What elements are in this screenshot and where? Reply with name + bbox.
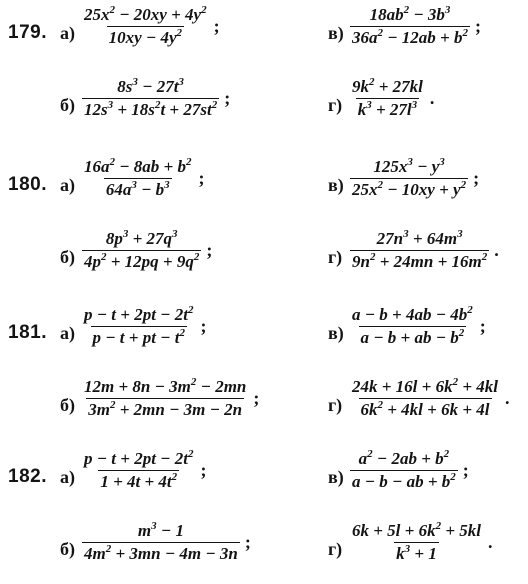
fraction bbox=[82, 304, 195, 349]
problem-number: 180. bbox=[8, 174, 47, 195]
denominator: $36a^2 - 12ab + b^2$ bbox=[352, 27, 468, 47]
fraction bbox=[350, 304, 475, 349]
fraction bbox=[82, 228, 201, 273]
denominator: a − b − ab + $b^2$ bbox=[352, 471, 456, 491]
item-label: б) bbox=[60, 95, 75, 115]
problem-number: 181. bbox=[8, 322, 47, 343]
fraction bbox=[350, 156, 468, 201]
problem-number: 179. bbox=[8, 22, 47, 43]
denominator: $3m^2 + 2mn - 3m - 2n$ bbox=[88, 399, 243, 419]
denominator: a − b + ab − $b^2$ bbox=[360, 327, 465, 347]
item-label: б) bbox=[60, 247, 75, 267]
fraction-expression bbox=[350, 156, 479, 201]
fraction-expression bbox=[82, 304, 206, 349]
numerator: $9k^2 + 27kl$ bbox=[352, 76, 423, 96]
denominator: $25x^2 - 10xy + y^2$ bbox=[352, 179, 467, 199]
item-label: а) bbox=[60, 175, 75, 195]
punctuation: ; bbox=[473, 168, 480, 188]
fraction-expression bbox=[82, 76, 230, 121]
fraction bbox=[82, 376, 248, 421]
numerator: $27n^3 + 64m^3$ bbox=[376, 228, 463, 248]
item-label: г) bbox=[328, 95, 343, 115]
item-label: в) bbox=[328, 23, 344, 43]
numerator: $12m + 8n - 3m^2 - 2mn$ bbox=[84, 376, 247, 396]
fraction-expression bbox=[350, 520, 493, 565]
fraction-expression bbox=[350, 4, 481, 49]
denominator: $64a^3 - b^3$ bbox=[105, 179, 170, 199]
fraction bbox=[82, 76, 219, 121]
numerator: $24k + 16l + 6k^2 + 4kl$ bbox=[352, 376, 499, 396]
punctuation: ; bbox=[462, 460, 469, 480]
punctuation: ; bbox=[475, 16, 481, 36]
numerator: $6k + 5l + 6k^2 + 5kl$ bbox=[352, 520, 482, 540]
punctuation: . bbox=[505, 388, 510, 408]
denominator: $12s^3 + 18s^2t + 27st^2$ bbox=[84, 99, 218, 119]
fraction bbox=[82, 520, 240, 565]
fraction-expression bbox=[82, 448, 206, 493]
denominator: $4p^2 + 12pq + 9q^2$ bbox=[84, 251, 200, 271]
punctuation: ; bbox=[253, 388, 260, 408]
fraction-expression bbox=[82, 520, 251, 565]
fraction bbox=[82, 156, 194, 201]
punctuation: ; bbox=[206, 240, 213, 260]
punctuation: . bbox=[488, 532, 493, 552]
fraction-expression bbox=[82, 4, 220, 49]
denominator: p − t + pt − $t^2$ bbox=[92, 327, 185, 347]
fraction-expression bbox=[350, 448, 469, 493]
item-label: б) bbox=[60, 539, 75, 559]
fraction bbox=[350, 76, 425, 121]
item-label: г) bbox=[328, 395, 343, 415]
item-label: б) bbox=[60, 395, 75, 415]
denominator: $k^3 + 1$ bbox=[396, 543, 437, 563]
fraction-expression bbox=[82, 376, 259, 421]
item-label: а) bbox=[60, 467, 75, 487]
item-label: г) bbox=[328, 247, 343, 267]
numerator: $18ab^2 - 3b^3$ bbox=[369, 4, 451, 24]
fraction bbox=[350, 228, 489, 273]
denominator: $10xy - 4y^2$ bbox=[108, 27, 182, 47]
punctuation: ; bbox=[479, 316, 486, 336]
fraction bbox=[350, 448, 458, 493]
fraction bbox=[82, 448, 195, 493]
item-label: в) bbox=[328, 467, 344, 487]
item-label: а) bbox=[60, 323, 75, 343]
numerator: $a - b + 4ab - 4b^2$ bbox=[352, 304, 473, 324]
fraction-expression bbox=[350, 76, 434, 121]
fraction-expression bbox=[350, 304, 486, 349]
numerator: $8s^3 - 27t^3$ bbox=[117, 76, 184, 96]
item-label: в) bbox=[328, 323, 344, 343]
item-label: в) bbox=[328, 175, 344, 195]
numerator: $25x^2 - 20xy + 4y^2$ bbox=[84, 4, 207, 24]
problem-number: 182. bbox=[8, 466, 47, 487]
numerator: $8p^3 + 27q^3$ bbox=[105, 228, 178, 248]
numerator: $m^3 - 1$ bbox=[137, 520, 184, 540]
numerator: $p - t + 2pt - 2t^2$ bbox=[84, 448, 194, 468]
fraction-expression bbox=[82, 228, 212, 273]
denominator: $4m^2 + 3mn - 4m - 3n$ bbox=[84, 543, 238, 563]
item-label: а) bbox=[60, 23, 75, 43]
fraction bbox=[350, 4, 470, 49]
fraction bbox=[350, 376, 500, 421]
punctuation: ; bbox=[213, 16, 220, 36]
fraction bbox=[82, 4, 209, 49]
item-label: г) bbox=[328, 539, 343, 559]
punctuation: ; bbox=[198, 168, 205, 188]
punctuation: ; bbox=[224, 88, 231, 108]
numerator: $16a^2 - 8ab + b^2$ bbox=[84, 156, 192, 176]
fraction-expression bbox=[350, 376, 510, 421]
punctuation: . bbox=[429, 88, 435, 108]
fraction-expression bbox=[350, 228, 499, 273]
fraction bbox=[350, 520, 483, 565]
punctuation: . bbox=[494, 240, 499, 260]
denominator: $9n^2 + 24mn + 16m^2$ bbox=[352, 251, 488, 271]
punctuation: ; bbox=[200, 460, 207, 480]
numerator: $a^2 - 2ab + b^2$ bbox=[358, 448, 450, 468]
numerator: $p - t + 2pt - 2t^2$ bbox=[84, 304, 194, 324]
punctuation: ; bbox=[200, 316, 207, 336]
punctuation: ; bbox=[244, 532, 251, 552]
fraction-expression bbox=[82, 156, 205, 201]
denominator: $k^3 + 27l^3$ bbox=[357, 99, 418, 119]
denominator: $1 + 4t + 4t^2$ bbox=[100, 471, 178, 491]
denominator: $6k^2 + 4kl + 6k + 4l$ bbox=[360, 399, 490, 419]
numerator: $125x^3 - y^3$ bbox=[373, 156, 445, 176]
